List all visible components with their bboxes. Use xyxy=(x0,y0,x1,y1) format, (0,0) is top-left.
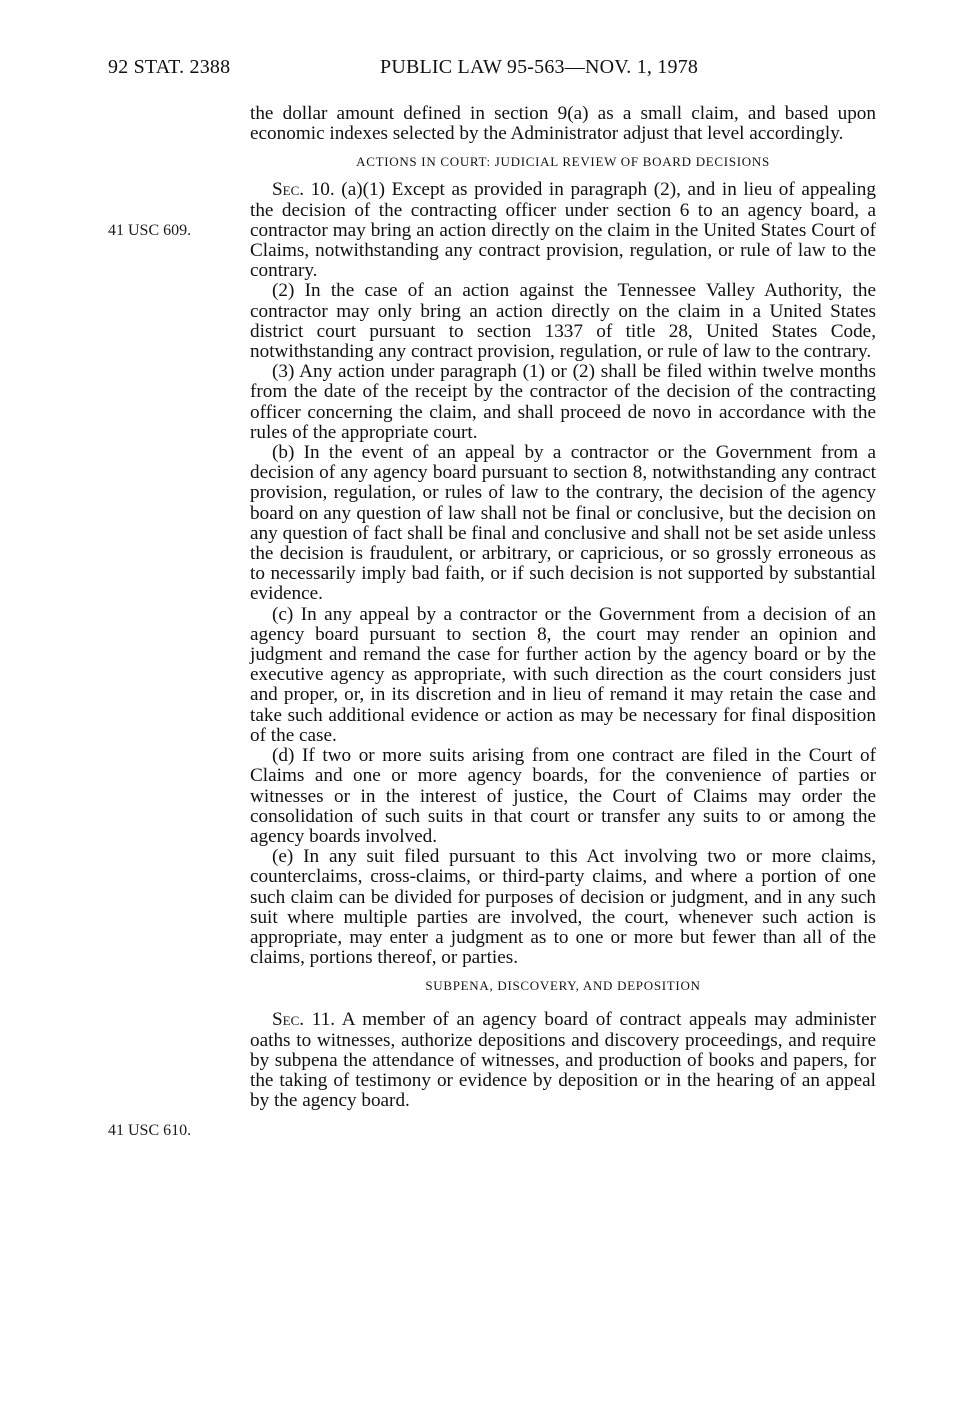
statute-page-number: 92 STAT. 2388 xyxy=(108,56,231,78)
section-10-b: (b) In the event of an appeal by a contractor or the Government from a decision of any agency board pursuant to section 8, notwithstanding any contract provision, regulation, or rules of law to the contrary, the decision of the agency board on any question of law shall not be final or conclusive, but the decision on any question of fact shall be final and conclusive and shall not be set aside unless the decision is fraudulent, or arbitrary, or capricious, or so grossly erroneous as to necessarily imply bad faith, or if such decision is not supported by substantial evidence. xyxy=(250,442,876,605)
public-law-citation: PUBLIC LAW 95-563—NOV. 1, 1978 xyxy=(380,56,699,78)
margin-note-41-usc-609: 41 USC 609. xyxy=(108,222,192,239)
section-11 xyxy=(250,1010,876,1111)
section-10-e: (e) In any suit filed pursuant to this Act involving two or more claims, counterclaims, cross-claims, or third-party claims, and where a portion of one such claim can be divided for purposes of decision or judgment, and in any such suit where multiple parties are involved, the court, whenever such action is appropriate, may enter a judgment as to one or more but fewer than all of the claims, portions thereof, or parties. xyxy=(250,846,876,969)
section-10-a1 xyxy=(250,180,876,281)
section-10-d: (d) If two or more suits arising from one contract are filed in the Court of Claims and one or more agency boards, for the convenience of parties or witnesses or in the interest of justice, the Court of Claims may order the consolidation of such suits in that court or transfer any suits to or among the agency boards involved. xyxy=(250,745,876,847)
section-10-a2: (2) In the case of an action against the Tennessee Valley Authority, the contractor may only bring an action directly on the claim in a United States district court pursuant to section 1337 of title 28, United States Code, notwithstanding any contract provision, regulation, or rule of law to the contrary. xyxy=(250,280,876,363)
heading-subpena: SUBPENA, DISCOVERY, AND DEPOSITION xyxy=(425,978,701,994)
heading-actions-in-court: ACTIONS IN COURT: JUDICIAL REVIEW OF BOARD DECISIONS xyxy=(356,154,770,170)
section-10-a3: (3) Any action under paragraph (1) or (2) shall be filed within twelve months from the date of the receipt by the contractor of the decision of the contracting officer concerning the claim, and shall proceed de novo in accordance with the rules of the appropriate court. xyxy=(250,361,876,443)
opening-paragraph: the dollar amount defined in section 9(a) as a small claim, and based upon economic indexes selected by the Administrator adjust that level accordingly. xyxy=(250,103,876,145)
body-text xyxy=(250,104,876,1111)
page-header xyxy=(108,56,878,86)
section-11-text: 11. A member of an agency board of contract appeals may administer oaths to witnesses, authorize depositions and discovery proceedings, and require by subpena the attendance of witnesses, and production of books and papers, for the taking of testimony or evidence by deposition or in the hearing of an appeal by the agency board. xyxy=(250,1009,876,1112)
section-label: Sec. xyxy=(272,1009,305,1031)
section-label: Sec. xyxy=(272,179,305,201)
section-10-a1-text: 10. (a)(1) Except as provided in paragraph (2), and in lieu of appealing the decision of the contracting officer under section 6 to an agency board, a contractor may bring an action directly on the claim in the United States Court of Claims, notwithstanding any contract provision, regulation, or rule of law to the contrary. xyxy=(250,179,876,282)
section-10-c: (c) In any appeal by a contractor or the Government from a decision of an agency board pursuant to section 8, the court may render an opinion and judgment and remand the case for further action by the agency board or by the executive agency as appropriate, with such direction as the court considers just and proper, or, in its discretion and in lieu of remand it may retain the case and take such additional evidence or action as may be necessary for final disposition of the case. xyxy=(250,603,876,746)
margin-note-41-usc-610: 41 USC 610. xyxy=(108,1122,192,1139)
